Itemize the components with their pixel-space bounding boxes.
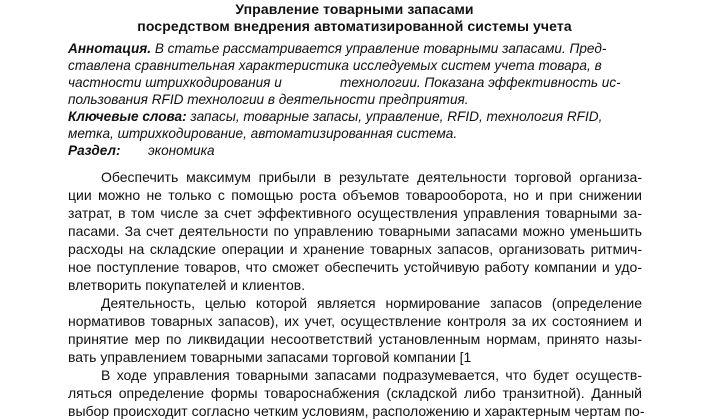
abstract-label: Аннотация. — [68, 41, 152, 56]
section-label: Раздел: — [68, 143, 121, 158]
body-line: ное поступление товаров, что сможет обеспечить устойчивую работу компании и удо- — [68, 259, 642, 275]
body-line: Обеспечить максимум прибыли в результате деятельности торговой организа- — [101, 169, 642, 185]
body-line: ляться определение формы товароснабжения (складской либо транзитной). Данный — [68, 385, 642, 401]
abstract-line-4: пользования RFID технологии в деятельности предприятия. — [68, 92, 469, 107]
body-line: Деятельность, целью которой является нормирование запасов (определение — [101, 295, 642, 311]
body-line: нормативов товарных запасов), их учет, осуществление контроля за их состоянием и — [68, 313, 642, 329]
abstract-line-2: ставлена сравнительная характеристика исследуемых систем учета товара, в — [68, 58, 602, 73]
paper-title-line-1: Управление товарными запасами — [235, 1, 474, 17]
body-line: влетворить покупателей и клиентов. — [68, 277, 306, 293]
abstract-text: технологии. Показана эффективность ис- — [340, 75, 621, 90]
body-line: вать управлением товарными запасами торговой компании [1 — [68, 349, 472, 365]
abstract-line-1 — [68, 40, 606, 57]
body-line: выбор происходит согласно четким условиям, расположению и характерным чертам по- — [68, 403, 645, 419]
body-line: принятие мер по ликвидации несоответствий установленным нормам, принято назы- — [68, 331, 642, 347]
body-line: ции можно не только с помощью роста объемов товарооборота, но и при снижении — [68, 187, 642, 203]
body-line: В ходе управления товарными запасами подразумевается, что будет осуществ- — [101, 367, 642, 383]
section-line — [68, 142, 215, 159]
section-value: экономика — [148, 143, 215, 158]
body-line: пасами. За счет деятельности по управлению товарными запасами можно уменьшить — [68, 223, 642, 239]
body-line: расходы на складские операции и хранение товарных запасов, организовать ритмич- — [68, 241, 642, 257]
keywords-label: Ключевые слова: — [68, 109, 187, 124]
abstract-line-3 — [68, 74, 621, 91]
keywords-text: запасы, товарные запасы, управление, RFID, технология RFID, — [190, 109, 603, 124]
keywords-line-1 — [68, 108, 602, 125]
body-line: затрат, в том числе за счет эффективного осуществления управления товарными за- — [68, 205, 642, 221]
abstract-text: частности штрихкодирования и — [68, 75, 282, 90]
keywords-line-2: метка, штрихкодирование, автоматизированная система. — [68, 126, 458, 141]
abstract-text: В статье рассматривается управление товарными запасами. Пред- — [154, 41, 607, 56]
paper-title-line-2: посредством внедрения автоматизированной системы учета — [137, 18, 572, 34]
